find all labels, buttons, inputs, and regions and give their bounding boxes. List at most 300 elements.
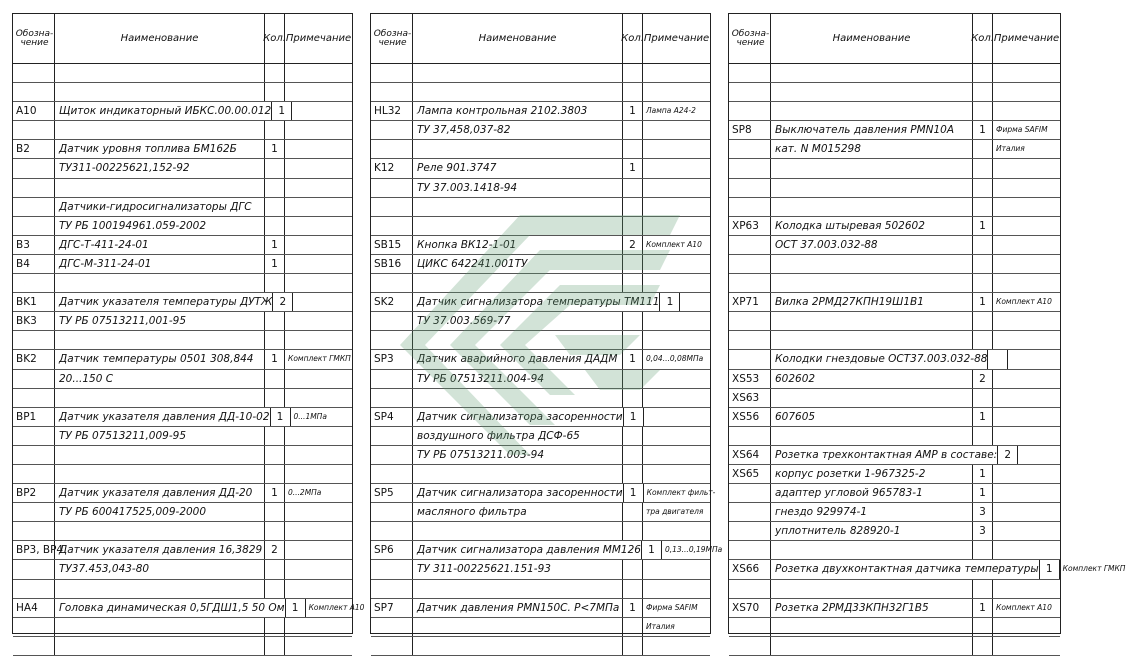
cell-name bbox=[55, 274, 265, 292]
cell-note bbox=[285, 560, 352, 578]
cell-note bbox=[285, 121, 352, 139]
table-row bbox=[371, 541, 723, 560]
cell-name bbox=[55, 331, 265, 349]
cell-qty bbox=[973, 179, 993, 197]
table-row bbox=[371, 217, 710, 236]
cell-name bbox=[413, 83, 623, 101]
table-header bbox=[13, 14, 352, 64]
cell-name bbox=[55, 580, 265, 598]
table-row bbox=[371, 312, 710, 331]
cell-note bbox=[993, 580, 1060, 598]
cell-code: HL32 bbox=[371, 102, 413, 120]
cell-name: Щиток индикаторный ИБКС.00.00.012 bbox=[55, 102, 272, 120]
table-row bbox=[13, 64, 352, 83]
table-row bbox=[729, 560, 1126, 579]
cell-note bbox=[993, 236, 1060, 254]
cell-code bbox=[729, 503, 771, 521]
table-row bbox=[13, 83, 352, 102]
table-row bbox=[13, 446, 352, 465]
cell-note bbox=[993, 408, 1060, 426]
table-row bbox=[371, 370, 710, 389]
cell-note bbox=[993, 64, 1060, 82]
column-header-code: Обозна-чение bbox=[729, 14, 771, 63]
table-row bbox=[371, 179, 710, 198]
cell-qty bbox=[265, 580, 285, 598]
cell-code: SP3 bbox=[371, 350, 413, 368]
cell-note bbox=[643, 64, 710, 82]
column-header-qty: Кол. bbox=[973, 14, 993, 63]
cell-code bbox=[729, 580, 771, 598]
cell-code bbox=[729, 198, 771, 216]
cell-name: Розетка двухконтактная датчика температуры bbox=[771, 560, 1040, 578]
cell-qty bbox=[265, 159, 285, 177]
cell-name: Реле 901.3747 bbox=[413, 159, 623, 177]
table-row bbox=[729, 503, 1060, 522]
cell-name: Выключатель давления PMN10A bbox=[771, 121, 973, 139]
cell-name bbox=[55, 179, 265, 197]
table-row bbox=[371, 293, 710, 312]
cell-code bbox=[729, 236, 771, 254]
cell-code: XS65 bbox=[729, 465, 771, 483]
cell-name bbox=[413, 331, 623, 349]
cell-name: ТУ 37,458,037-82 bbox=[413, 121, 623, 139]
cell-code bbox=[729, 350, 771, 368]
cell-note bbox=[643, 83, 710, 101]
cell-qty bbox=[973, 198, 993, 216]
cell-code bbox=[729, 83, 771, 101]
cell-code: SP7 bbox=[371, 599, 413, 617]
table-row bbox=[729, 446, 1060, 465]
cell-qty: 2 bbox=[623, 236, 643, 254]
cell-code bbox=[729, 102, 771, 120]
table-row bbox=[13, 198, 352, 217]
cell-qty bbox=[623, 427, 643, 445]
cell-note: Комплект ГМКП bbox=[1062, 564, 1126, 574]
table-row bbox=[371, 274, 710, 293]
cell-code bbox=[371, 121, 413, 139]
cell-note bbox=[285, 64, 352, 82]
cell-code: SK2 bbox=[371, 293, 413, 311]
table-row bbox=[729, 159, 1060, 178]
cell-code bbox=[729, 541, 771, 559]
cell-qty bbox=[973, 541, 993, 559]
cell-name bbox=[771, 331, 973, 349]
table-row bbox=[729, 293, 1060, 312]
cell-qty: 3 bbox=[973, 503, 993, 521]
table-row bbox=[729, 274, 1060, 293]
cell-note bbox=[643, 121, 710, 139]
cell-note bbox=[285, 179, 352, 197]
cell-name: Датчик уровня топлива БМ162Б bbox=[55, 140, 265, 158]
cell-code bbox=[13, 198, 55, 216]
table-row bbox=[729, 427, 1060, 446]
spec-sheet-3 bbox=[728, 13, 1126, 634]
cell-note: Фирма SAFIM bbox=[646, 602, 698, 612]
table-body bbox=[371, 64, 723, 656]
column-header-name: Наименование bbox=[771, 14, 973, 63]
cell-note bbox=[993, 503, 1060, 521]
cell-note bbox=[993, 159, 1060, 177]
cell-note bbox=[285, 465, 352, 483]
cell-note: 0,13...0,19МПа bbox=[664, 545, 723, 555]
table-row bbox=[13, 465, 352, 484]
cell-note bbox=[643, 217, 710, 235]
cell-code bbox=[371, 389, 413, 407]
cell-code bbox=[13, 64, 55, 82]
table-row bbox=[371, 484, 716, 503]
cell-qty: 1 bbox=[272, 102, 292, 120]
cell-note bbox=[643, 389, 710, 407]
cell-code bbox=[13, 274, 55, 292]
cell-name: ЦИКС 642241.001ТУ bbox=[413, 255, 623, 273]
table-row bbox=[13, 389, 352, 408]
cell-qty: 1 bbox=[642, 541, 662, 559]
cell-note bbox=[285, 140, 352, 158]
cell-note bbox=[1018, 446, 1085, 464]
cell-name: Датчик сигнализатора давления ММ126 bbox=[413, 541, 642, 559]
cell-note: Комплект А10 bbox=[996, 297, 1052, 307]
cell-note bbox=[643, 312, 710, 330]
cell-note bbox=[993, 312, 1060, 330]
table-row bbox=[729, 637, 1060, 656]
cell-code bbox=[13, 121, 55, 139]
cell-qty: 1 bbox=[973, 408, 993, 426]
table-row bbox=[729, 179, 1060, 198]
cell-qty bbox=[623, 331, 643, 349]
cell-code bbox=[371, 446, 413, 464]
cell-name bbox=[771, 198, 973, 216]
cell-qty bbox=[623, 503, 643, 521]
cell-qty: 1 bbox=[973, 121, 993, 139]
table-row bbox=[729, 140, 1060, 159]
cell-name bbox=[771, 618, 973, 636]
cell-name bbox=[55, 83, 265, 101]
table-row bbox=[13, 522, 352, 541]
cell-qty bbox=[623, 465, 643, 483]
cell-code bbox=[371, 331, 413, 349]
cell-code bbox=[371, 560, 413, 578]
cell-name: Датчик сигнализатора засоренности bbox=[413, 408, 624, 426]
cell-note bbox=[993, 198, 1060, 216]
cell-qty bbox=[265, 274, 285, 292]
cell-qty bbox=[265, 522, 285, 540]
cell-code bbox=[729, 484, 771, 502]
cell-note bbox=[993, 618, 1060, 636]
table-row bbox=[371, 427, 710, 446]
cell-code bbox=[371, 179, 413, 197]
cell-code: XP71 bbox=[729, 293, 771, 311]
cell-qty bbox=[623, 64, 643, 82]
cell-qty bbox=[623, 140, 643, 158]
cell-note bbox=[993, 370, 1060, 388]
cell-note: Фирма SAFIM bbox=[996, 125, 1048, 135]
cell-name: ТУ37.453,043-80 bbox=[55, 560, 265, 578]
cell-note: Лампа А24-2 bbox=[646, 106, 696, 116]
cell-code bbox=[371, 618, 413, 636]
cell-note bbox=[285, 503, 352, 521]
cell-name bbox=[413, 580, 623, 598]
cell-code bbox=[371, 580, 413, 598]
cell-code bbox=[729, 618, 771, 636]
cell-code bbox=[13, 446, 55, 464]
cell-code bbox=[729, 522, 771, 540]
cell-name: Датчик указателя давления ДД-10-02 bbox=[55, 408, 271, 426]
cell-code: B2 bbox=[13, 140, 55, 158]
cell-code: XP63 bbox=[729, 217, 771, 235]
cell-code bbox=[729, 274, 771, 292]
cell-qty: 1 bbox=[623, 350, 643, 368]
cell-qty: 1 bbox=[265, 255, 285, 273]
cell-qty bbox=[623, 274, 643, 292]
table-row bbox=[13, 293, 352, 312]
cell-qty bbox=[973, 389, 993, 407]
cell-name: ТУ РБ 600417525,009-2000 bbox=[55, 503, 265, 521]
table-row bbox=[13, 370, 352, 389]
table-row bbox=[729, 465, 1060, 484]
cell-code bbox=[13, 427, 55, 445]
cell-name: корпус розетки 1-967325-2 bbox=[771, 465, 973, 483]
cell-note bbox=[285, 198, 352, 216]
cell-name bbox=[55, 618, 265, 636]
cell-name bbox=[55, 465, 265, 483]
table-header bbox=[371, 14, 710, 64]
cell-qty: 1 bbox=[265, 484, 285, 502]
cell-note bbox=[643, 465, 710, 483]
cell-name: ТУ 311-00225621.151-93 bbox=[413, 560, 623, 578]
cell-qty: 3 bbox=[973, 522, 993, 540]
cell-name bbox=[413, 637, 623, 655]
cell-name bbox=[55, 121, 265, 139]
cell-name: ТУ311-00225621,152-92 bbox=[55, 159, 265, 177]
table-row bbox=[729, 255, 1060, 274]
column-header-qty: Кол. bbox=[265, 14, 285, 63]
table-row bbox=[13, 255, 352, 274]
cell-name bbox=[55, 389, 265, 407]
table-row bbox=[371, 236, 710, 255]
cell-code: SP6 bbox=[371, 541, 413, 559]
cell-name: гнездо 929974-1 bbox=[771, 503, 973, 521]
table-row bbox=[729, 350, 1060, 369]
cell-code bbox=[13, 560, 55, 578]
table-row bbox=[13, 236, 352, 255]
cell-name: 602602 bbox=[771, 370, 973, 388]
cell-code bbox=[371, 637, 413, 655]
column-header-code: Обозна-чение bbox=[371, 14, 413, 63]
cell-code bbox=[13, 580, 55, 598]
cell-code: BP1 bbox=[13, 408, 55, 426]
cell-qty: 2 bbox=[998, 446, 1018, 464]
table-row bbox=[13, 580, 352, 599]
cell-qty bbox=[623, 560, 643, 578]
table-row bbox=[729, 64, 1060, 83]
cell-name bbox=[771, 580, 973, 598]
cell-note bbox=[285, 370, 352, 388]
table-row bbox=[729, 599, 1060, 618]
table-row bbox=[729, 522, 1060, 541]
cell-qty bbox=[623, 198, 643, 216]
cell-note bbox=[285, 541, 352, 559]
cell-code bbox=[13, 637, 55, 655]
cell-qty: 1 bbox=[624, 408, 644, 426]
cell-name: ТУ РБ 07513211.003-94 bbox=[413, 446, 623, 464]
cell-qty: 1 bbox=[973, 293, 993, 311]
cell-note: тра двигателя bbox=[646, 507, 704, 517]
cell-qty bbox=[265, 217, 285, 235]
cell-name: Лампа контрольная 2102.3803 bbox=[413, 102, 623, 120]
cell-name bbox=[413, 274, 623, 292]
cell-qty: 1 bbox=[973, 484, 993, 502]
table-row bbox=[729, 331, 1060, 350]
cell-name: Вилка 2РМД27КПН19Ш1В1 bbox=[771, 293, 973, 311]
cell-qty bbox=[265, 83, 285, 101]
cell-code: K12 bbox=[371, 159, 413, 177]
cell-qty bbox=[623, 522, 643, 540]
table-row bbox=[729, 389, 1060, 408]
cell-name bbox=[55, 64, 265, 82]
cell-name bbox=[771, 312, 973, 330]
cell-note bbox=[285, 274, 352, 292]
cell-name bbox=[771, 179, 973, 197]
table-row bbox=[13, 599, 365, 618]
spec-sheet-1 bbox=[12, 13, 365, 634]
cell-qty: 1 bbox=[265, 350, 285, 368]
table-row bbox=[13, 159, 352, 178]
cell-code bbox=[13, 217, 55, 235]
cell-note bbox=[643, 580, 710, 598]
cell-qty bbox=[265, 446, 285, 464]
cell-name: Датчик температуры 0501 308,844 bbox=[55, 350, 265, 368]
cell-code: XS63 bbox=[729, 389, 771, 407]
table-row bbox=[729, 484, 1060, 503]
table-row bbox=[371, 159, 710, 178]
table-row bbox=[371, 121, 710, 140]
cell-qty bbox=[265, 64, 285, 82]
cell-name bbox=[771, 541, 973, 559]
cell-code: BP2 bbox=[13, 484, 55, 502]
cell-qty: 1 bbox=[973, 217, 993, 235]
cell-name bbox=[771, 83, 973, 101]
cell-name bbox=[413, 140, 623, 158]
cell-note bbox=[285, 83, 352, 101]
cell-code bbox=[13, 389, 55, 407]
table-row bbox=[13, 217, 352, 236]
cell-code: A10 bbox=[13, 102, 55, 120]
cell-qty bbox=[973, 331, 993, 349]
cell-qty bbox=[265, 503, 285, 521]
cell-code: BK2 bbox=[13, 350, 55, 368]
cell-code bbox=[371, 140, 413, 158]
cell-qty: 1 bbox=[973, 599, 993, 617]
table-row bbox=[13, 637, 352, 656]
cell-qty bbox=[623, 255, 643, 273]
cell-qty bbox=[973, 102, 993, 120]
cell-qty bbox=[623, 370, 643, 388]
cell-note: Комплект ГМКП bbox=[288, 354, 351, 364]
cell-qty bbox=[623, 618, 643, 636]
cell-note: Италия bbox=[996, 144, 1025, 154]
cell-qty bbox=[265, 370, 285, 388]
cell-code: XS53 bbox=[729, 370, 771, 388]
cell-name: 20...150 С bbox=[55, 370, 265, 388]
column-header-note: Примечание bbox=[643, 33, 710, 44]
cell-qty: 1 bbox=[624, 484, 644, 502]
cell-code: SP4 bbox=[371, 408, 413, 426]
cell-name bbox=[413, 618, 623, 636]
cell-note bbox=[643, 446, 710, 464]
cell-note bbox=[993, 331, 1060, 349]
column-header-code: Обозна-чение bbox=[13, 14, 55, 63]
table-row bbox=[371, 522, 710, 541]
cell-name: адаптер угловой 965783-1 bbox=[771, 484, 973, 502]
cell-code bbox=[371, 427, 413, 445]
cell-code: XS64 bbox=[729, 446, 771, 464]
cell-name: Датчик сигнализатора температуры ТМ111 bbox=[413, 293, 660, 311]
cell-note bbox=[993, 179, 1060, 197]
cell-code: XS70 bbox=[729, 599, 771, 617]
table-row bbox=[729, 312, 1060, 331]
cell-qty bbox=[973, 64, 993, 82]
table-row bbox=[371, 331, 710, 350]
cell-name: Датчик указателя давления 16,3829 bbox=[55, 541, 265, 559]
table-row bbox=[729, 102, 1060, 121]
cell-note bbox=[993, 541, 1060, 559]
cell-note bbox=[285, 580, 352, 598]
cell-qty bbox=[623, 446, 643, 464]
cell-name bbox=[771, 389, 973, 407]
cell-name: ТУ РБ 07513211,001-95 bbox=[55, 312, 265, 330]
cell-name: масляного фильтра bbox=[413, 503, 623, 521]
cell-code: XS56 bbox=[729, 408, 771, 426]
cell-name: воздушного фильтра ДСФ-65 bbox=[413, 427, 623, 445]
cell-qty: 1 bbox=[1040, 560, 1060, 578]
table-row bbox=[371, 637, 710, 656]
cell-name bbox=[55, 446, 265, 464]
table-row bbox=[729, 580, 1060, 599]
table-row bbox=[729, 370, 1060, 389]
cell-qty bbox=[623, 389, 643, 407]
cell-code bbox=[371, 83, 413, 101]
table-row bbox=[13, 541, 352, 560]
cell-qty bbox=[973, 580, 993, 598]
cell-name: Датчик указателя температуры ДУТЖ bbox=[55, 293, 273, 311]
cell-note bbox=[643, 159, 710, 177]
cell-name: Розетка 2РМД33КПН32Г1В5 bbox=[771, 599, 973, 617]
table-row bbox=[13, 503, 352, 522]
cell-name: ДГС-М-311-24-01 bbox=[55, 255, 265, 273]
cell-note bbox=[993, 637, 1060, 655]
table-row bbox=[371, 389, 710, 408]
table-row bbox=[13, 427, 352, 446]
cell-code bbox=[13, 618, 55, 636]
cell-name: Кнопка ВК12-1-01 bbox=[413, 236, 623, 254]
cell-note: Комплект А10 bbox=[646, 239, 702, 249]
cell-qty bbox=[973, 274, 993, 292]
cell-note bbox=[1008, 350, 1075, 368]
cell-qty bbox=[973, 236, 993, 254]
cell-name bbox=[771, 159, 973, 177]
cell-note bbox=[293, 293, 360, 311]
table-row bbox=[13, 121, 352, 140]
cell-qty bbox=[265, 560, 285, 578]
table-row bbox=[13, 274, 352, 293]
cell-code bbox=[371, 465, 413, 483]
cell-qty bbox=[973, 637, 993, 655]
cell-name: ТУ РБ 07513211.004-94 bbox=[413, 370, 623, 388]
cell-note bbox=[993, 522, 1060, 540]
cell-note bbox=[993, 484, 1060, 502]
cell-name: ТУ 37.003.1418-94 bbox=[413, 179, 623, 197]
cell-qty: 1 bbox=[271, 408, 291, 426]
